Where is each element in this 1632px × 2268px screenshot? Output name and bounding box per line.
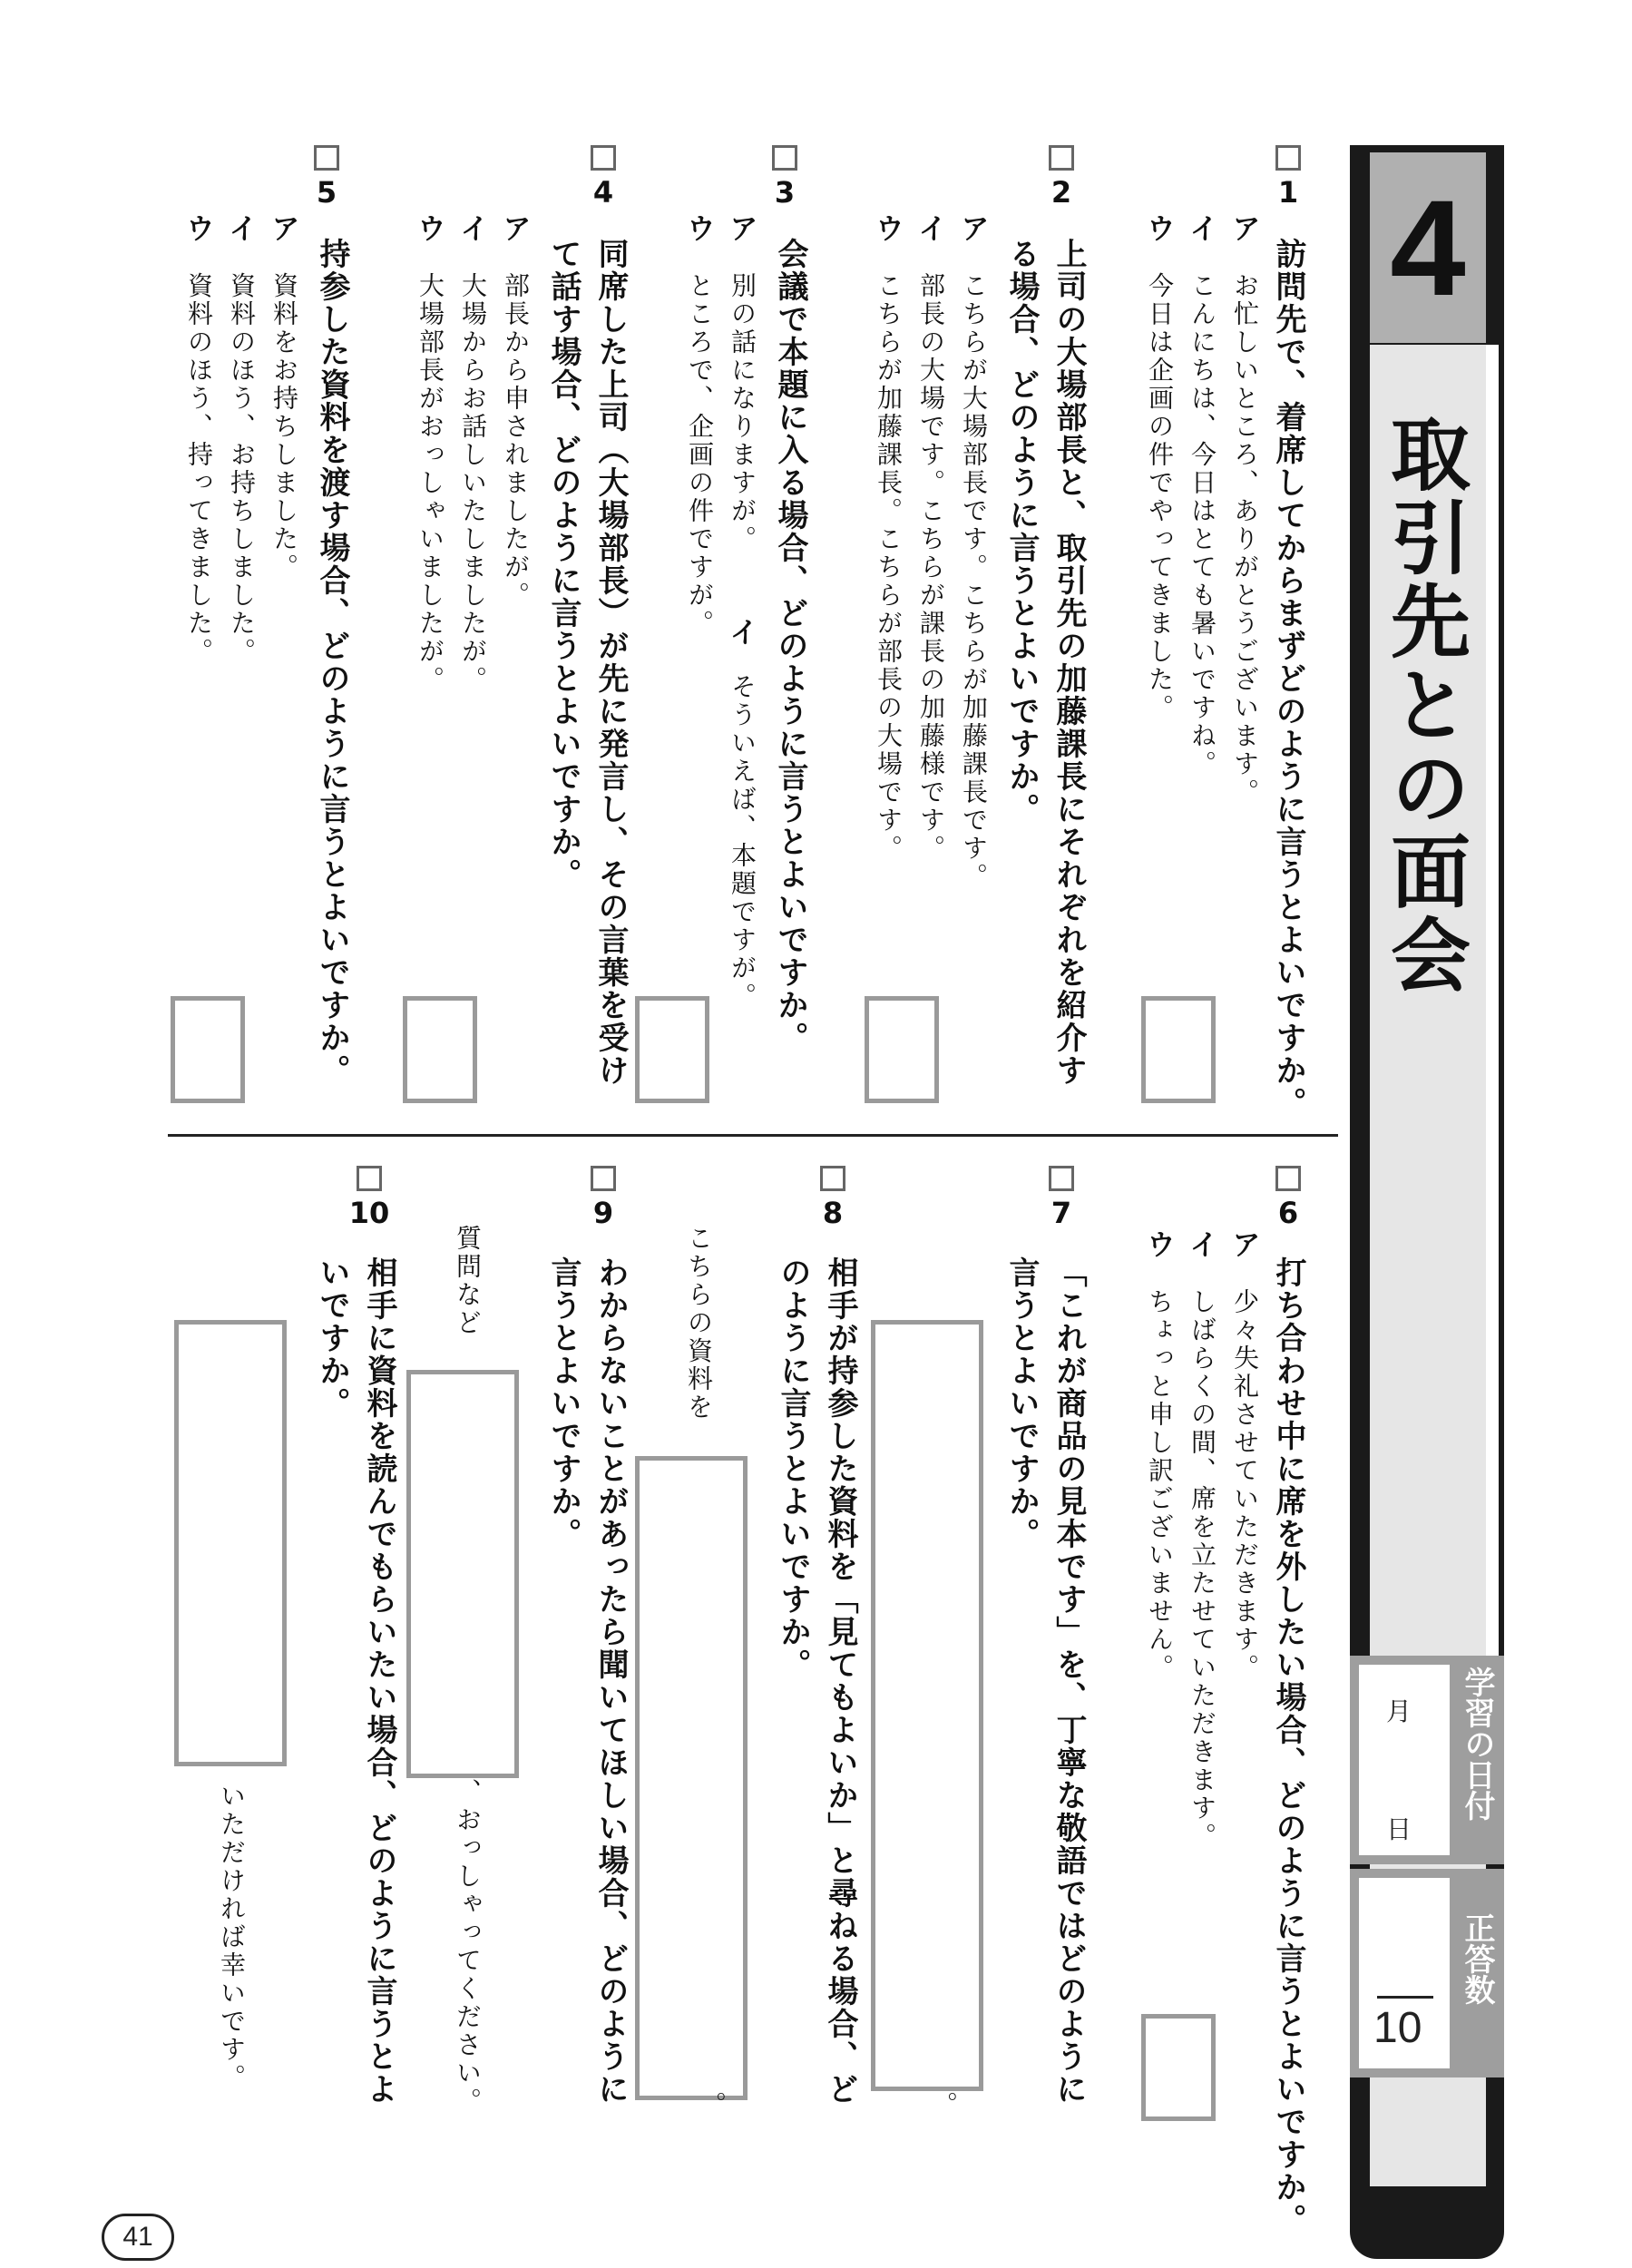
unit-number-block [1370,152,1486,343]
option-text: ちょっと申し訳ございません。 [1145,1288,1175,1682]
question-5-prompt: 持参した資料を渡す場合、どのように言うとよいですか。 [314,238,350,1087]
option-label: ア [725,213,759,242]
answer-box-4[interactable] [403,996,477,1103]
answer-suffix-10: いただければ幸いです。 [217,1783,247,2092]
option-label: ア [1227,1229,1262,1258]
question-1-number: 1 [1270,145,1306,209]
option-text: 大場部長がおっしゃいましたが。 [415,272,445,694]
question-9-number: 9 [585,1166,621,1229]
answer-line-7[interactable] [871,1320,983,2091]
option-label: イ [455,213,490,242]
answer-hint-8: こちらの資料を [684,1225,714,1422]
option-label: ウ [1142,1229,1177,1258]
question-10-prompt [308,1256,403,2127]
answer-line-10[interactable] [174,1320,287,1766]
question-2-number: 2 [1043,145,1080,209]
question-2-prompt [998,238,1092,1109]
score-fraction-line [1377,1996,1433,1999]
question-6-prompt: 打ち合わせ中に席を外したい場合、どのように言うとよいですか。 [1270,1256,1306,2236]
question-1-prompt: 訪問先で、着席してからまずどのように言うとよいですか。 [1270,238,1306,1119]
question-8-prompt-text: 相手が持参した資料を「見てもよいか」と尋ねる場合、どのように言うとよいですか。 [775,1256,858,2106]
checkbox[interactable] [772,145,797,171]
question-10-number: 10 [351,1166,387,1229]
checkbox[interactable] [820,1166,845,1191]
answer-box-3[interactable] [635,996,709,1103]
option-text: 少々失礼させていただきます。 [1230,1288,1260,1682]
option-label: イ [725,617,759,646]
question-9-prompt [540,1256,634,2127]
score-total: 10 [1373,2004,1422,2052]
unit-number: 4 [1390,171,1466,324]
answer-hint-9: 質問など [453,1225,483,1337]
title-right-strip [1486,345,1499,1678]
question-7-number: 7 [1043,1166,1080,1229]
option-label: イ [914,213,948,242]
question-8-prompt [769,1256,864,2127]
question-4-prompt-text: 同席した上司（大場部長）が先に発言し、その言葉を受けて話す場合、どのように言うとよいですか。 [545,238,629,1087]
answer-box-1[interactable] [1141,996,1216,1103]
option-text: 資料をお持ちしました。 [269,272,299,582]
month-label: 月 [1386,1696,1412,1726]
answer-box-2[interactable] [865,996,939,1103]
option-text: 資料のほう、持ってきました。 [184,272,214,666]
option-label: ア [498,213,533,242]
option-label: ウ [413,213,447,242]
section-divider [168,1134,1338,1137]
question-10-prompt-text: 相手に資料を読んでもらいたい場合、どのように言うとよいですか。 [314,1256,397,2106]
answer-line-9[interactable] [406,1370,519,1778]
checkbox[interactable] [591,145,616,171]
option-text: そういえば、本題ですが。 [728,673,757,1011]
option-text: お忙しいところ、ありがとうございます。 [1230,272,1260,807]
answer-line-8[interactable] [635,1456,748,2100]
option-label: ア [267,213,301,242]
answer-suffix-9: 、おっしゃってください。 [453,1778,483,2116]
question-4-number: 4 [585,145,621,209]
day-label: 日 [1386,1814,1412,1844]
checkbox[interactable] [1275,145,1301,171]
question-8-number: 8 [815,1166,851,1229]
checkbox[interactable] [1275,1166,1301,1191]
option-text: しばらくの間、席を立たせていただきます。 [1187,1288,1217,1851]
option-label: イ [1185,1229,1219,1258]
option-label: ウ [181,213,216,242]
question-5-number: 5 [308,145,345,209]
question-6-number: 6 [1270,1166,1306,1229]
answer-box-5[interactable] [171,996,245,1103]
page-title: 取引先との面会 [1378,413,1471,997]
date-section [1350,1656,1504,1864]
option-label: ウ [682,213,717,242]
option-text: 部長の大場です。こちらが課長の加藤様です。 [916,272,946,863]
score-section [1350,1869,1504,2077]
option-label: ウ [1142,213,1177,242]
question-2-prompt-text: 上司の大場部長と、取引先の加藤課長にそれぞれを紹介する場合、どのように言うとよいですか。 [1003,238,1087,1087]
page-number: 41 [122,2222,153,2252]
option-text: 資料のほう、お持ちしました。 [227,272,257,666]
option-label: イ [1185,213,1219,242]
option-text: こちらが加藤課長。こちらが部長の大場です。 [874,272,904,863]
option-label: イ [224,213,259,242]
checkbox[interactable] [314,145,339,171]
answer-box-6[interactable] [1141,2014,1216,2121]
option-label: ウ [871,213,905,242]
option-text: 別の話になりますが。 [728,272,757,553]
checkbox[interactable] [1049,1166,1074,1191]
option-text: こちらが大場部長です。こちらが加藤課長です。 [959,272,989,891]
option-text: こんにちは、今日はとても暑いですね。 [1187,272,1217,778]
checkbox[interactable] [1049,145,1074,171]
checkbox[interactable] [357,1166,382,1191]
option-text: 大場からお話しいたしましたが。 [458,272,488,694]
question-3-number: 3 [767,145,803,209]
checkbox[interactable] [591,1166,616,1191]
question-7-prompt-text: 「これが商品の見本です」を、丁寧な敬語ではどのように言うとよいですか。 [1003,1256,1087,2106]
question-9-prompt-text: わからないことがあったら聞いてほしい場合、どのように言うとよいですか。 [545,1256,629,2106]
answer-suffix-8: 。 [698,2091,728,2119]
option-label: ア [956,213,991,242]
date-label: 学習の日付 [1459,1667,1495,1821]
option-text: 今日は企画の件でやってきました。 [1145,272,1175,722]
option-label: ア [1227,213,1262,242]
question-4-prompt [540,238,634,1109]
score-label: 正答数 [1459,1912,1495,2005]
question-7-prompt [998,1256,1092,2127]
question-3-prompt: 会議で本題に入る場合、どのように言うとよいですか。 [772,238,808,1054]
page-number-badge [102,2214,174,2261]
option-text: ところで、企画の件ですが。 [685,272,715,638]
option-text: 部長から申されましたが。 [501,272,531,610]
answer-suffix-7: 。 [929,2091,959,2119]
